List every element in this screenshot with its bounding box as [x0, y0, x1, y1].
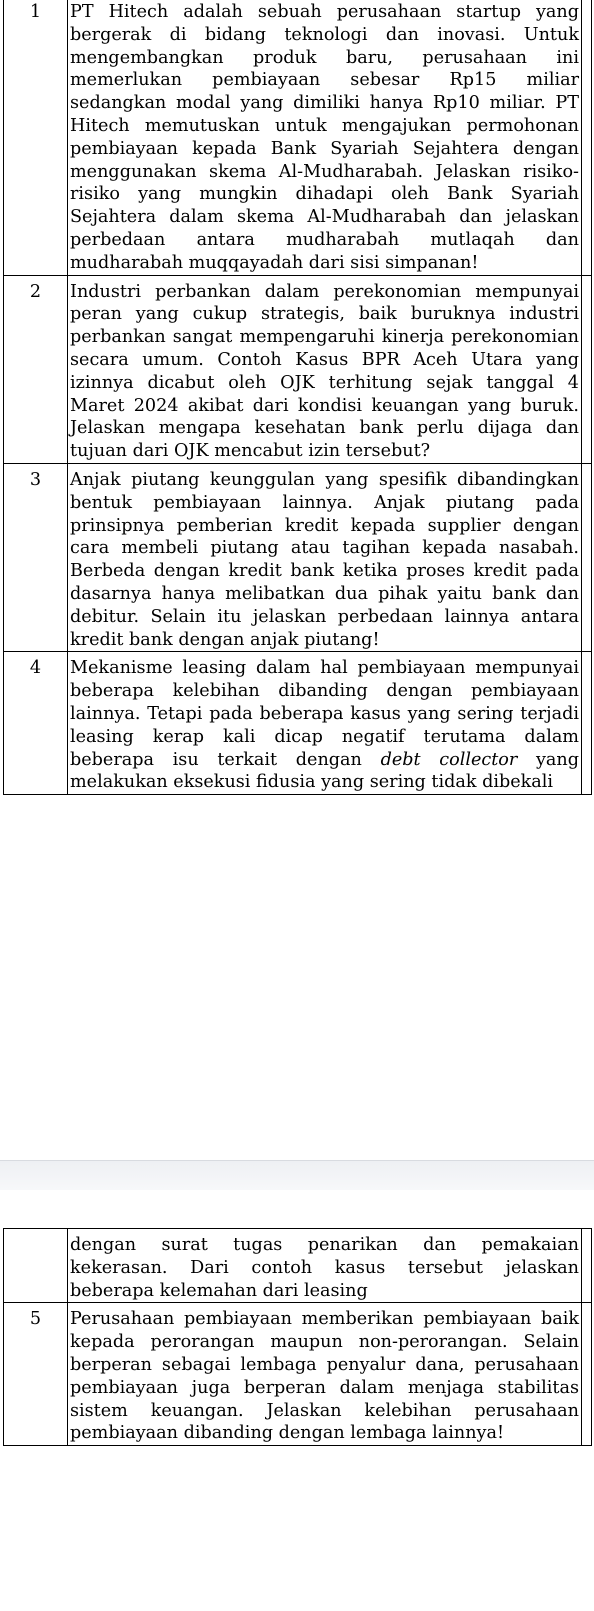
- table-cell-empty: [582, 0, 592, 275]
- table-cell-empty: [582, 652, 592, 795]
- page-break: [0, 1160, 594, 1190]
- table-row: [4, 275, 592, 463]
- table-cell-empty: [582, 275, 592, 463]
- question-number: 4: [4, 652, 68, 795]
- question-text: Anjak piutang keunggulan yang spesifik dibandingkan bentuk pembiayaan lainnya. Anjak piutang pada prinsipnya pemberian kredit kepada supplier dengan cara membeli piutang atau tagihan kepada nasabah. Berbeda dengan kredit bank ketika proses kredit pada dasarnya hanya melibatkan dua pihak yaitu bank dan debitur. Selain itu jelaskan perbedaan lainnya antara kredit bank dengan anjak piutang!: [68, 463, 582, 651]
- question-text: [68, 652, 582, 795]
- question-text: PT Hitech adalah sebuah perusahaan startup yang bergerak di bidang teknologi dan inovasi. Untuk mengembangkan produk baru, perusahaan ini memerlukan pembiayaan sebesar Rp15 miliar sedangkan modal yang dimiliki hanya Rp10 miliar. PT Hitech memutuskan untuk mengajukan permohonan pembiayaan kepada Bank Syariah Sejahtera dengan menggunakan skema Al-Mudharabah. Jelaskan risiko-risiko yang mungkin dihadapi oleh Bank Syariah Sejahtera dalam skema Al-Mudharabah dan jelaskan perbedaan antara mudharabah mutlaqah dan mudharabah muqqayadah dari sisi simpanan!: [68, 0, 582, 275]
- question-text: Perusahaan pembiayaan memberikan pembiayaan baik kepada perorangan maupun non-perorangan. Selain berperan sebagai lembaga penyalur dana, perusahaan pembiayaan juga berperan dalam menjaga stabilitas sistem keuangan. Jelaskan kelebihan perusahaan pembiayaan dibanding dengan lembaga lainnya!: [68, 1303, 582, 1446]
- question-text-part: Mekanisme leasing dalam hal pembiayaan mempunyai beberapa kelebihan dibanding dengan pembiayaan lainnya. Tetapi pada beberapa kasus yang sering terjadi leasing kerap kali dicap negatif terutama dalam beberapa isu terkait dengan: [70, 658, 579, 770]
- table-cell-empty: [582, 1229, 592, 1303]
- question-text-part: yang melakukan eksekusi fidusia yang sering tidak dibekali: [70, 749, 580, 793]
- table-row: [4, 463, 592, 651]
- question-text: Industri perbankan dalam perekonomian mempunyai peran yang cukup strategis, baik buruknya industri perbankan sangat mempengaruhi kinerja perekonomian secara umum. Contoh Kasus BPR Aceh Utara yang izinnya dicabut oleh OJK terhitung sejak tanggal 4 Maret 2024 akibat dari kondisi keuangan yang buruk. Jelaskan mengapa kesehatan bank perlu dijaga dan tujuan dari OJK mencabut izin tersebut?: [68, 275, 582, 463]
- question-number-empty: [4, 1229, 68, 1303]
- table-row: [4, 1303, 592, 1446]
- question-number: 5: [4, 1303, 68, 1446]
- question-text-italic: debt collector: [380, 749, 518, 770]
- table-row: [4, 1229, 592, 1303]
- question-number: 2: [4, 275, 68, 463]
- table-row: [4, 652, 592, 795]
- table-cell-empty: [582, 1303, 592, 1446]
- question-text: dengan surat tugas penarikan dan pemakaian kekerasan. Dari contoh kasus tersebut jelaskan beberapa kelemahan dari leasing: [68, 1229, 582, 1303]
- table-row: [4, 0, 592, 275]
- questions-table: [3, 0, 592, 795]
- table-cell-empty: [582, 463, 592, 651]
- page-bottom: [0, 1228, 594, 1611]
- questions-table-continued: [3, 1228, 592, 1446]
- question-number: 3: [4, 463, 68, 651]
- question-number: 1: [4, 0, 68, 275]
